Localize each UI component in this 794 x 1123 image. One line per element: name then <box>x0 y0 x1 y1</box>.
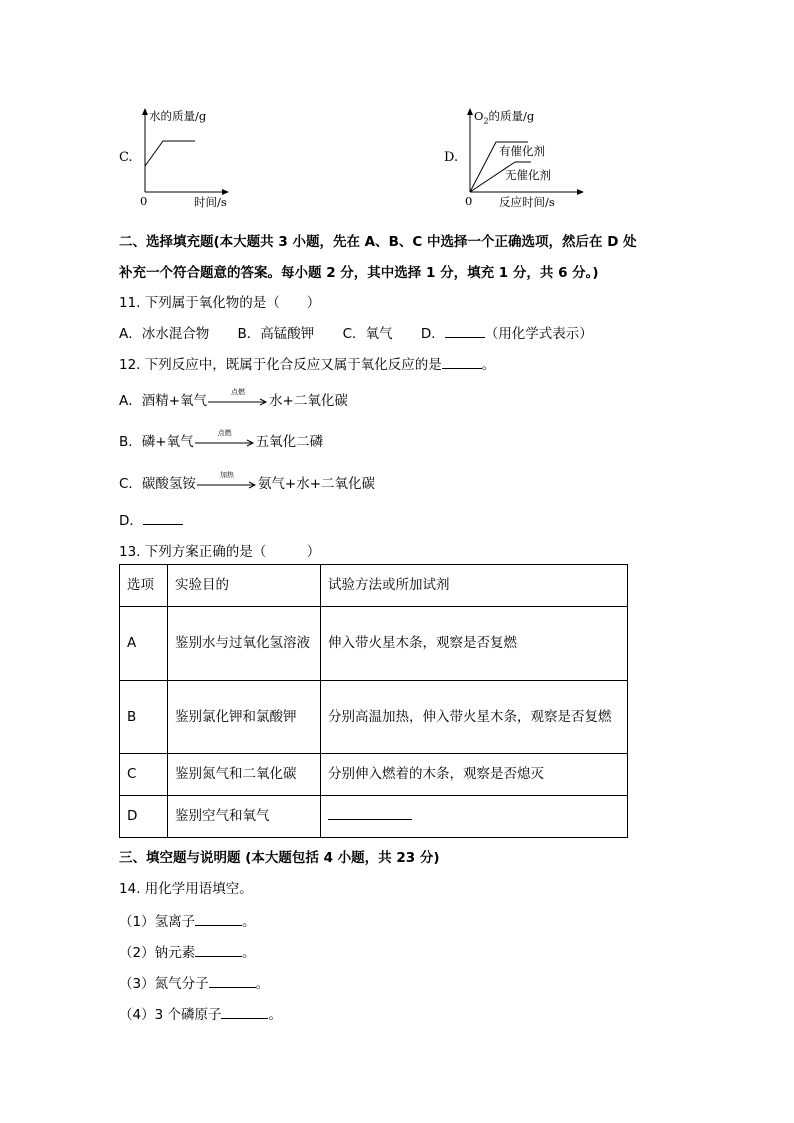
q11-options <box>119 322 593 342</box>
q13-stem: 13. 下列方案正确的是（ ） <box>119 544 321 560</box>
table-row <box>120 681 628 754</box>
q12-option-c-left: C．碳酸氢铵 <box>119 476 196 492</box>
q13-row-c-method: 分别伸入燃着的木条，观察是否熄灭 <box>321 754 628 796</box>
q12-stem-end: 。 <box>481 357 496 373</box>
q13-row-d-method-blank[interactable] <box>328 805 412 820</box>
q13-row-c-option: C <box>120 754 168 796</box>
q12-option-a <box>119 389 348 409</box>
q14-item-3-end: 。 <box>255 976 270 992</box>
q14-item-1-end: 。 <box>242 914 256 930</box>
q12-option-c-right: 氨气+水+二氧化碳 <box>257 476 376 492</box>
graph-d-series-catalyst: 有催化剂 <box>499 144 545 158</box>
q12-option-b <box>119 430 323 450</box>
q14-item-3 <box>119 972 269 992</box>
q12-option-c-arrow <box>196 471 258 491</box>
q12-option-b-arrow <box>194 429 256 449</box>
q12-option-d-line <box>119 509 183 529</box>
q13-header-option: 选项 <box>120 565 168 607</box>
q12-option-a-left: A．酒精+氧气 <box>119 393 208 409</box>
graph-c-ylabel: 水的质量/g <box>149 109 207 123</box>
q14-stem: 14. 用化学用语填空。 <box>119 881 253 897</box>
q12-option-b-right: 五氧化二磷 <box>255 434 324 450</box>
graph-d-series-no-catalyst: 无催化剂 <box>505 168 551 182</box>
q12-option-c <box>119 472 375 492</box>
q14-item-1-label: （1）氢离子 <box>119 914 196 930</box>
q13-row-b-purpose: 鉴别氯化钾和氯酸钾 <box>168 681 321 754</box>
section2-title-line2: 补充一个符合题意的答案。每小题 2 分，其中选择 1 分，填充 1 分，共 6 分。) <box>119 265 599 281</box>
q14-item-1 <box>119 910 256 930</box>
q14-item-2-label: （2）钠元素 <box>119 945 196 961</box>
q12-option-b-left: B．磷+氧气 <box>119 434 194 450</box>
q13-row-d-option: D <box>120 796 168 838</box>
q13-row-d-purpose: 鉴别空气和氧气 <box>168 796 321 838</box>
q14-item-3-label: （3）氮气分子 <box>119 976 209 992</box>
q12-stem-line <box>119 353 495 373</box>
graph-d-origin: 0 <box>465 194 473 208</box>
q12-option-a-right: 水+二氧化碳 <box>269 393 348 409</box>
q14-item-2-end: 。 <box>242 945 256 961</box>
q13-table-header <box>120 565 628 607</box>
q12-option-a-arrow <box>207 388 269 408</box>
q13-row-b-option: B <box>120 681 168 754</box>
q13-row-a-purpose: 鉴别水与过氧化氢溶液 <box>168 607 321 681</box>
graph-d-xlabel: 反应时间/s <box>499 195 555 209</box>
q12-option-c-condition: 加热 <box>219 471 234 479</box>
q12-option-d-blank[interactable] <box>143 510 183 525</box>
graph-d-ylabel: $O_2$的质量/g <box>474 109 535 126</box>
graph-c-xlabel: 时间/s <box>194 195 227 209</box>
q11-option-a: A．冰水混合物 <box>119 326 210 342</box>
q12-option-a-condition: 点燃 <box>231 388 246 396</box>
graph-c <box>118 106 248 208</box>
q12-option-b-condition: 点燃 <box>217 429 232 437</box>
q14-item-2-blank[interactable] <box>195 942 242 957</box>
graph-c-option: C. <box>119 150 133 165</box>
q11-option-b: B．高锰酸钾 <box>237 326 315 342</box>
graph-c-origin: 0 <box>140 194 148 208</box>
section2-title-line1: 二、选择填充题(本大题共 3 小题，先在 A、B、C 中选择一个正确选项，然后在 D 处 <box>119 234 637 250</box>
q14-item-2 <box>119 941 256 961</box>
q13-row-d-method[interactable] <box>321 796 628 838</box>
q14-item-4-blank[interactable] <box>221 1004 268 1019</box>
table-row <box>120 607 628 681</box>
q13-row-b-method: 分别高温加热，伸入带火星木条，观察是否复燃 <box>321 681 628 754</box>
graph-d-option: D. <box>444 150 459 165</box>
table-row <box>120 796 628 838</box>
graph-c-curve <box>145 141 195 166</box>
q13-header-purpose: 实验目的 <box>168 565 321 607</box>
table-row <box>120 754 628 796</box>
q13-header-method: 试验方法或所加试剂 <box>321 565 628 607</box>
q12-stem: 12. 下列反应中，既属于化合反应又属于氧化反应的是 <box>119 357 442 373</box>
q14-item-1-blank[interactable] <box>195 911 242 926</box>
q13-row-a-method: 伸入带火星木条，观察是否复燃 <box>321 607 628 681</box>
graph-d <box>443 106 593 208</box>
q14-item-4 <box>119 1003 282 1023</box>
q14-item-4-label: （4）3 个磷原子 <box>119 1007 222 1023</box>
q12-option-d: D． <box>119 513 143 529</box>
q13-row-a-option: A <box>120 607 168 681</box>
q14-item-4-end: 。 <box>268 1007 282 1023</box>
q11-option-d-hint: （用化学式表示） <box>484 326 593 342</box>
q14-item-3-blank[interactable] <box>209 973 256 988</box>
section3-title: 三、填空题与说明题 (本大题包括 4 小题，共 23 分) <box>119 850 440 866</box>
q13-table <box>119 564 628 838</box>
q11-stem: 11. 下列属于氧化物的是（ ） <box>119 295 321 311</box>
q11-option-d: D． <box>420 326 445 342</box>
q11-answer-blank[interactable] <box>445 323 485 338</box>
q11-option-c: C．氧气 <box>342 326 393 342</box>
q12-answer-blank[interactable] <box>442 354 482 369</box>
q13-row-c-purpose: 鉴别氮气和二氧化碳 <box>168 754 321 796</box>
